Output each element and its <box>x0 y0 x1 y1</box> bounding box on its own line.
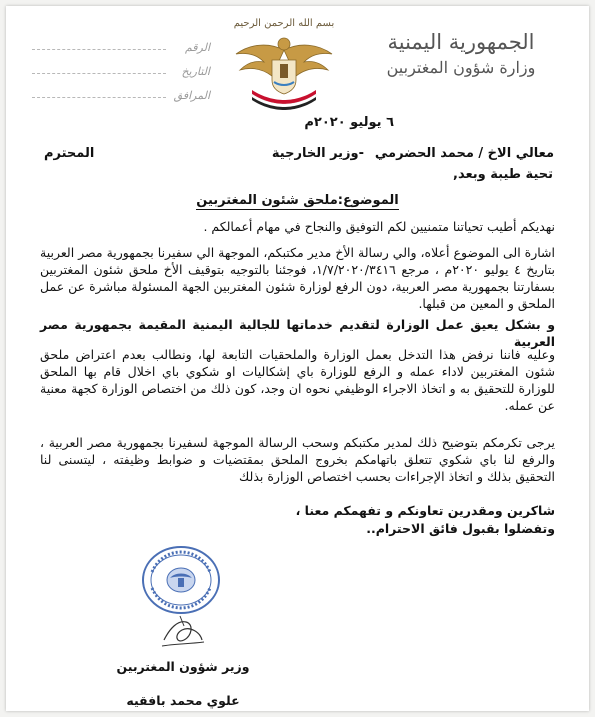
letterhead-title <box>371 28 551 80</box>
ref-number-row <box>32 30 210 54</box>
paragraph-closing: وتفضلوا بقبول فائق الاحترام.. <box>366 521 555 536</box>
republic-emblem-icon <box>228 20 340 112</box>
paragraph-objection: وعليه فاننا نرفض هذا التدخل بعمل الوزارة والملحقيات التابعة لها، ونطالب بعدم اعتراض ملحق شئون المغتربين لاداء عمله و الرفع للوزارة باي إشكاليات او شكوي باي اخلال قام بها الملحق للوزارة للتحقيق به و اتخاذ الاجراء الوظيفي نحوه ان وجد، كون ذلك من اختصاص الوزارة كجهة معنية عن عمله. <box>40 347 555 413</box>
subject-text: الموضوع:ملحق شئون المغتربين <box>196 193 399 208</box>
ref-date-line <box>32 72 166 74</box>
ref-attachments-line <box>32 96 166 98</box>
addressee-name: معالي الاخ / محمد الحضرمي <box>374 146 554 161</box>
paragraph-impact: و بشكل يعيق عمل الوزارة لتقديم خدماتها للجالية اليمنية المقيمة بجمهورية مصر العربية <box>40 317 555 349</box>
paragraph-reference: اشارة الى الموضوع أعلاه، والي رسالة الأخ مدير مكتبكم، الموجهة الي سفيرنا بجمهورية مصر العربية بتاريخ ٤ يوليو ٢٠٢٠م ، مرجع ١/٧/٢٠٢٠/٣٤١٦، فوجئنا بالتوجيه بتوقيف الأخ ملحق شئون المغتربين بسفارتنا بجمهورية مصر العربية، دون الرفع لوزارة شئون المغتربين الجهة المسئولة مباشرة عن عمل الملحق و المعين من قبلها. <box>40 245 556 311</box>
ref-date-label: التاريخ <box>181 65 210 78</box>
signature-mark-icon <box>156 610 208 654</box>
addressee-position: -وزير الخارجية <box>271 146 364 161</box>
addressee-honorific: المحترم <box>44 146 95 161</box>
ref-number-line <box>32 48 166 50</box>
paragraph-opening: نهديكم أطيب تحياتنا متمنيين لكم التوفيق والنجاح في مهام أعمالكم . <box>203 219 555 234</box>
addressee-row <box>44 146 554 164</box>
letter-page <box>6 6 589 711</box>
signatory-name: علوي محمد بافقيه <box>126 693 240 708</box>
letterhead-republic: الجمهورية اليمنية <box>387 30 535 54</box>
signatory-title: وزير شؤون المغتربين <box>116 659 250 674</box>
ref-attachments-row <box>32 78 210 102</box>
letter-date: ٦ يوليو ٢٠٢٠م <box>304 115 394 130</box>
greeting: تحية طيبة وبعد, <box>453 167 553 182</box>
ref-number-label: الرقم <box>184 41 210 54</box>
paragraph-thanks: شاكرين ومقدرين تعاونكم و تفهمكم معنا ، <box>295 503 555 518</box>
paragraph-request: يرجى تكرمكم بتوضيح ذلك لمدير مكتبكم وسحب الرسالة الموجهة لسفيرنا بجمهورية مصر العربية ، والرفع لنا باي شكوي تتعلق باتهامكم بخروج الملحق بمقتضيات و ضوابط وظيفته ، ليتسنى لنا التحقيق بذلك و اتخاذ الإجراءات بحسب اختصاص الوزارة بذلك <box>40 435 555 484</box>
reference-block <box>32 30 210 102</box>
ref-date-row <box>32 54 210 78</box>
letterhead-ministry: وزارة شؤون المغتربين <box>386 58 536 77</box>
ref-attachments-label: المرافق <box>173 89 210 102</box>
subject-line <box>6 192 589 209</box>
basmala: بسم الله الرحمن الرحيم <box>233 18 335 29</box>
ministry-stamp-icon <box>140 544 222 616</box>
